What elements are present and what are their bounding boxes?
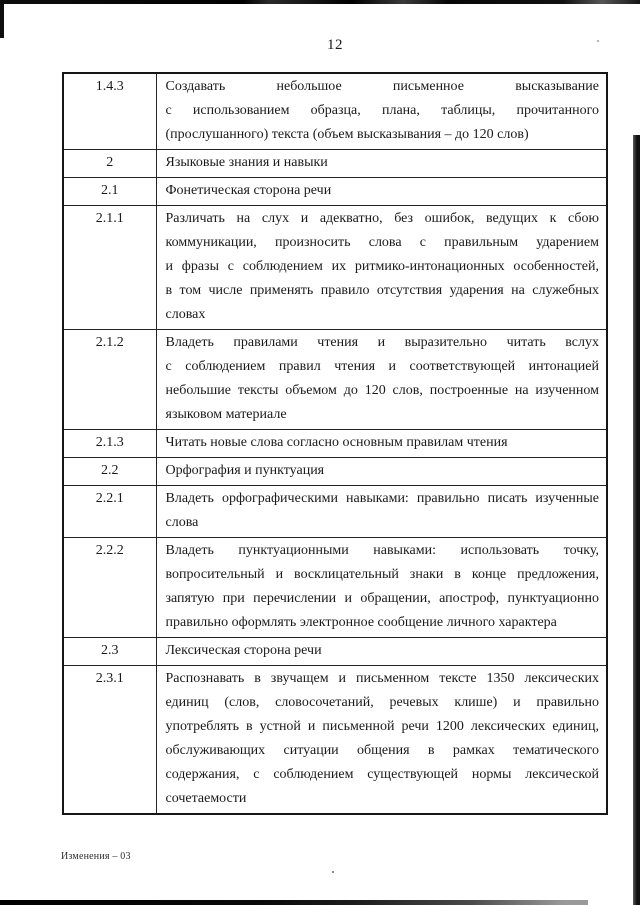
text-line: Владеть правилами чтения и выразительно читать вслух bbox=[165, 335, 599, 350]
text-line: с использованием образца, плана, таблицы, прочитанного bbox=[165, 103, 599, 118]
text-line: в том числе применять правило отсутствия ударения на служебных bbox=[165, 283, 599, 298]
table-row bbox=[63, 666, 607, 815]
row-text-cell bbox=[156, 430, 607, 458]
row-text-cell bbox=[156, 178, 607, 206]
row-text-cell bbox=[156, 486, 607, 538]
row-number-cell: 2.2.1 bbox=[63, 486, 156, 538]
text-line: (прослушанного) текста (объем высказывания – до 120 слов) bbox=[165, 127, 529, 142]
scan-speck bbox=[332, 871, 334, 873]
row-number-cell: 2 bbox=[63, 150, 156, 178]
text-line: словах bbox=[165, 307, 206, 322]
table-row bbox=[63, 330, 607, 430]
scan-artifact-right-edge bbox=[633, 135, 640, 905]
text-line: коммуникации, произносить слова с правильным ударением bbox=[165, 235, 599, 250]
row-text-cell bbox=[156, 206, 607, 330]
table-row bbox=[63, 538, 607, 638]
table-row bbox=[63, 206, 607, 330]
text-line: Владеть орфографическими навыками: правильно писать изученные bbox=[165, 491, 599, 506]
row-text-cell bbox=[156, 330, 607, 430]
text-line: единиц (слов, словосочетаний, речевых клише) и правильно bbox=[165, 695, 599, 710]
row-number-cell: 2.1 bbox=[63, 178, 156, 206]
text-line: содержания, с соблюдением существующей нормы лексической bbox=[165, 767, 599, 782]
row-number-cell: 2.2.2 bbox=[63, 538, 156, 638]
text-line: Орфография и пунктуация bbox=[165, 463, 325, 478]
text-line: и фразы с соблюдением их ритмико-интонационных особенностей, bbox=[165, 259, 599, 274]
scan-artifact-left-edge bbox=[0, 0, 4, 38]
text-line: правильно оформлять электронное сообщение личного характера bbox=[165, 615, 557, 630]
row-number-cell: 1.4.3 bbox=[63, 73, 156, 150]
scan-artifact-bottom-edge bbox=[0, 900, 588, 905]
row-number-cell: 2.1.2 bbox=[63, 330, 156, 430]
table-row bbox=[63, 638, 607, 666]
text-line: слова bbox=[165, 515, 199, 530]
table-row bbox=[63, 430, 607, 458]
text-line: небольшие тексты объемом до 120 слов, построенные на изученном bbox=[165, 383, 599, 398]
text-line: Владеть пунктуационными навыками: использовать точку, bbox=[165, 543, 599, 558]
row-number-cell: 2.2 bbox=[63, 458, 156, 486]
text-line: запятую при перечислении и обращении, апостроф, пунктуационно bbox=[165, 591, 599, 606]
row-number-cell: 2.1.3 bbox=[63, 430, 156, 458]
row-text-cell bbox=[156, 638, 607, 666]
page-number: 12 bbox=[327, 37, 343, 53]
text-line: Создавать небольшое письменное высказывание bbox=[165, 79, 599, 94]
row-number-cell: 2.3 bbox=[63, 638, 156, 666]
row-number-cell: 2.3.1 bbox=[63, 666, 156, 815]
table-row bbox=[63, 73, 607, 150]
table-row bbox=[63, 150, 607, 178]
table-row bbox=[63, 458, 607, 486]
text-line: языковом материале bbox=[165, 407, 287, 422]
row-number-cell: 2.1.1 bbox=[63, 206, 156, 330]
table-row bbox=[63, 178, 607, 206]
text-line: Читать новые слова согласно основным правилам чтения bbox=[165, 435, 508, 450]
text-line: Фонетическая сторона речи bbox=[165, 183, 332, 198]
text-line: вопросительный и восклицательный знаки в конце предложения, bbox=[165, 567, 599, 582]
text-line: Лексическая сторона речи bbox=[165, 643, 322, 658]
text-line: Различать на слух и адекватно, без ошибок, ведущих к сбою bbox=[165, 211, 599, 226]
text-line: сочетаемости bbox=[165, 791, 247, 806]
table-row bbox=[63, 486, 607, 538]
row-text-cell bbox=[156, 666, 607, 815]
requirements-table bbox=[62, 72, 608, 815]
text-line: Языковые знания и навыки bbox=[165, 155, 328, 170]
footer-revision-note: Изменения – 03 bbox=[61, 851, 131, 862]
row-text-cell bbox=[156, 458, 607, 486]
row-text-cell bbox=[156, 538, 607, 638]
text-line: Распознавать в звучащем и письменном тексте 1350 лексических bbox=[165, 671, 599, 686]
row-text-cell bbox=[156, 73, 607, 150]
text-line: обслуживающих ситуации общения в рамках тематического bbox=[165, 743, 599, 758]
scan-artifact-top-edge bbox=[0, 0, 640, 4]
row-text-cell bbox=[156, 150, 607, 178]
text-line: употреблять в устной и письменной речи 1200 лексических единиц, bbox=[165, 719, 599, 734]
text-line: с соблюдением правил чтения и соответствующей интонацией bbox=[165, 359, 599, 374]
